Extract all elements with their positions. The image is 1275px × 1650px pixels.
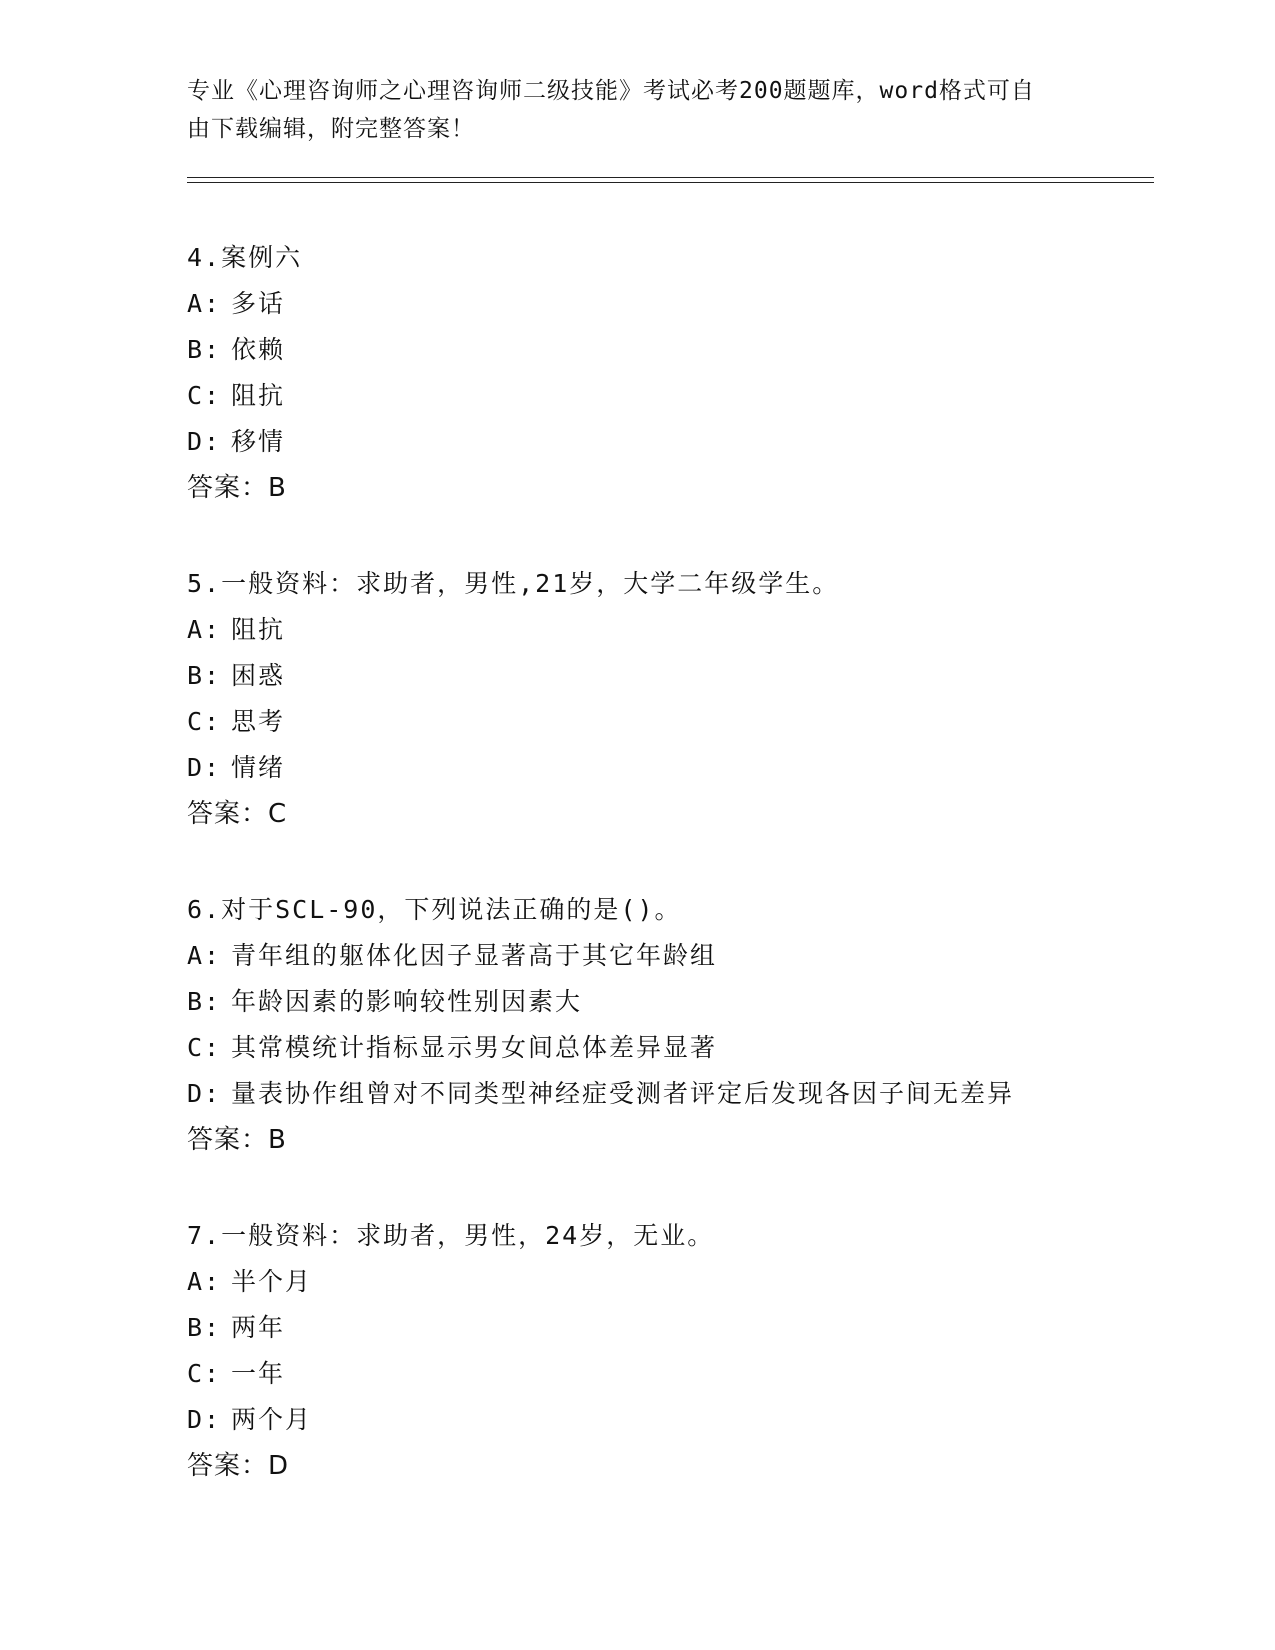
question-4 bbox=[187, 235, 1187, 511]
option-letter: C: bbox=[187, 1359, 222, 1388]
question-stem: 7.一般资料：求助者，男性，24岁，无业。 bbox=[187, 1221, 715, 1250]
option-text: 阻抗 bbox=[231, 381, 286, 410]
option-text: 依赖 bbox=[231, 335, 286, 364]
option-letter: D: bbox=[187, 753, 222, 782]
option-text: 阻抗 bbox=[231, 615, 286, 644]
option-text: 困惑 bbox=[231, 661, 286, 690]
option-a bbox=[187, 1259, 1187, 1305]
option-letter: D: bbox=[187, 427, 222, 456]
option-d bbox=[187, 1397, 1187, 1443]
question-stem: 4.案例六 bbox=[187, 243, 303, 272]
question-stem: 5.一般资料：求助者，男性,21岁，大学二年级学生。 bbox=[187, 569, 840, 598]
option-text: 量表协作组曾对不同类型神经症受测者评定后发现各因子间无差异 bbox=[231, 1079, 1015, 1108]
option-letter: C: bbox=[187, 381, 222, 410]
option-text: 半个月 bbox=[231, 1267, 313, 1296]
option-b bbox=[187, 653, 1187, 699]
header-line-2: 由下载编辑，附完整答案！ bbox=[187, 116, 475, 142]
option-d bbox=[187, 1071, 1187, 1117]
option-d bbox=[187, 419, 1187, 465]
option-d bbox=[187, 745, 1187, 791]
option-a bbox=[187, 281, 1187, 327]
option-c bbox=[187, 699, 1187, 745]
header-divider-top bbox=[187, 177, 1154, 178]
option-c bbox=[187, 1025, 1187, 1071]
answer-line: 答案：B bbox=[187, 1125, 287, 1155]
document-header bbox=[187, 72, 1067, 148]
question-5 bbox=[187, 561, 1187, 837]
option-b bbox=[187, 327, 1187, 373]
option-letter: B: bbox=[187, 987, 222, 1016]
option-a bbox=[187, 933, 1187, 979]
option-letter: A: bbox=[187, 1267, 222, 1296]
option-text: 一年 bbox=[231, 1359, 286, 1388]
option-letter: A: bbox=[187, 941, 222, 970]
option-letter: A: bbox=[187, 289, 222, 318]
option-letter: A: bbox=[187, 615, 222, 644]
header-divider-bottom bbox=[187, 182, 1154, 183]
option-letter: D: bbox=[187, 1079, 222, 1108]
option-text: 情绪 bbox=[231, 753, 286, 782]
option-text: 移情 bbox=[231, 427, 286, 456]
option-letter: B: bbox=[187, 1313, 222, 1342]
question-6 bbox=[187, 887, 1187, 1163]
option-text: 两年 bbox=[231, 1313, 286, 1342]
option-c bbox=[187, 1351, 1187, 1397]
option-text: 多话 bbox=[231, 289, 286, 318]
option-letter: C: bbox=[187, 707, 222, 736]
option-letter: B: bbox=[187, 661, 222, 690]
question-7 bbox=[187, 1213, 1187, 1489]
answer-line: 答案：B bbox=[187, 473, 287, 503]
answer-line: 答案：D bbox=[187, 1451, 290, 1481]
question-stem: 6.对于SCL-90，下列说法正确的是()。 bbox=[187, 895, 682, 924]
option-letter: D: bbox=[187, 1405, 222, 1434]
option-text: 年龄因素的影响较性别因素大 bbox=[231, 987, 583, 1016]
option-a bbox=[187, 607, 1187, 653]
option-text: 青年组的躯体化因子显著高于其它年龄组 bbox=[231, 941, 718, 970]
option-c bbox=[187, 373, 1187, 419]
answer-line: 答案：C bbox=[187, 799, 288, 829]
question-list bbox=[187, 235, 1187, 1539]
option-letter: C: bbox=[187, 1033, 222, 1062]
option-b bbox=[187, 1305, 1187, 1351]
option-text: 两个月 bbox=[231, 1405, 313, 1434]
option-b bbox=[187, 979, 1187, 1025]
option-text: 思考 bbox=[231, 707, 286, 736]
option-letter: B: bbox=[187, 335, 222, 364]
option-text: 其常模统计指标显示男女间总体差异显著 bbox=[231, 1033, 718, 1062]
header-line-1: 专业《心理咨询师之心理咨询师二级技能》考试必考200题题库，word格式可自 bbox=[187, 78, 1035, 104]
